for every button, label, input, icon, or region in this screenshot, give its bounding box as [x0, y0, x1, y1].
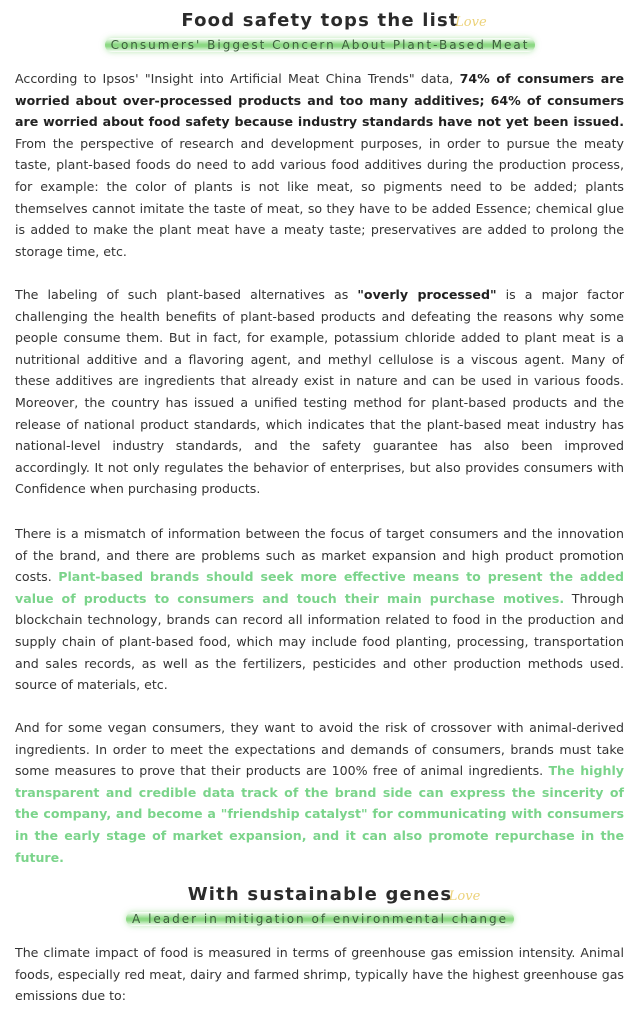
paragraph-information-mismatch [15, 523, 624, 696]
paragraph-climate-impact [15, 942, 624, 1007]
paragraph-vegan-consumers [15, 717, 624, 868]
bold-phrase: "overly processed" [357, 287, 497, 302]
paragraph-text: According to Ipsos' "Insight into Artificial Meat China Trends" data, [15, 71, 460, 86]
green-highlight: Plant-based brands should seek more effective means to present the added value of products to consumers and touch their main purchase motives. [15, 569, 624, 606]
section-subtitle: A leader in mitigation of environmental change [126, 912, 514, 926]
paragraph-text: The labeling of such plant-based alternatives as [15, 287, 358, 302]
paragraph-text: From the perspective of research and development purposes, in order to pursue the meaty taste, plant-based foods do need to add various food additives during the production process, for example: the color of plants is not like meat, so pigments need to be added; plants themselves cannot imitate the taste of meat, so they have to be added Essence; chemical glue is added to make the plant meat have a meaty taste; preservatives are added to prolong the storage time, etc. [15, 135, 624, 259]
green-highlight: The highly transparent and credible data track of the brand side can express the sincerity of the company, and become a "friendship catalyst" for communicating with consumers in the early stage of market expansion, and it can also promote repurchase in the future. [15, 763, 625, 865]
paragraph-text: Through blockchain technology, brands can record all information related to food in the production and supply chain of plant-based food, which may include food planting, processing, transportation and sales records, as well as the fertilizers, pesticides and other production methods used. source of materials, etc. [15, 590, 624, 693]
paragraph-text: And for some vegan consumers, they want to avoid the risk of crossover with animal-derived ingredients. In order to meet the expectations and demands of consumers, brands must take some measures to prove that their products are 100% free of animal ingredients. [15, 720, 624, 779]
section-title [181, 10, 487, 32]
section-header-sustainable [0, 884, 640, 927]
section-title [187, 884, 481, 906]
section-title-text: Food safety tops the list [181, 10, 459, 31]
paragraph-text: The climate impact of food is measured in terms of greenhouse gas emission intensity. Animal foods, especially red meat, dairy and farmed shrimp, typically have the highest greenhouse gas emissions due to: [15, 945, 624, 1004]
paragraph-text: is a major factor challenging the health benefits of plant-based products and defeating the reasons why some people consume them. But in fact, for example, potassium chloride added to plant meat is a nutritional additive and a flavoring agent, and methyl cellulose is a viscous agent. Many of these additives are ingredients that already exist in nature and can be used in various foods. Moreover, the country has issued a unified testing method for plant-based products and the release of national product standards, which indicates that the plant-based meat industry has national-level industry standards, and the safety guarantee has also been improved accordingly. It not only regulates the behavior of enterprises, but also provides consumers with Confidence when purchasing products. [15, 287, 624, 497]
paragraph-consumer-worries [15, 68, 624, 262]
love-script-decoration: Love [448, 889, 481, 904]
section-title-text: With sustainable genes [187, 884, 453, 905]
bold-statistic: 74% of consumers are worried about over-processed products and too many additives; 64% of consumers are worried about food safety because industry standards have not yet been issued. [15, 71, 624, 130]
section-header-food-safety [0, 10, 640, 53]
section-subtitle: Consumers' Biggest Concern About Plant-Based Meat [105, 38, 536, 52]
paragraph-overly-processed [15, 284, 624, 500]
love-script-decoration: Love [455, 15, 487, 30]
paragraph-text: There is a mismatch of information between the focus of target consumers and the innovation of the brand, and there are problems such as market expansion and high product promotion costs. [15, 526, 624, 585]
